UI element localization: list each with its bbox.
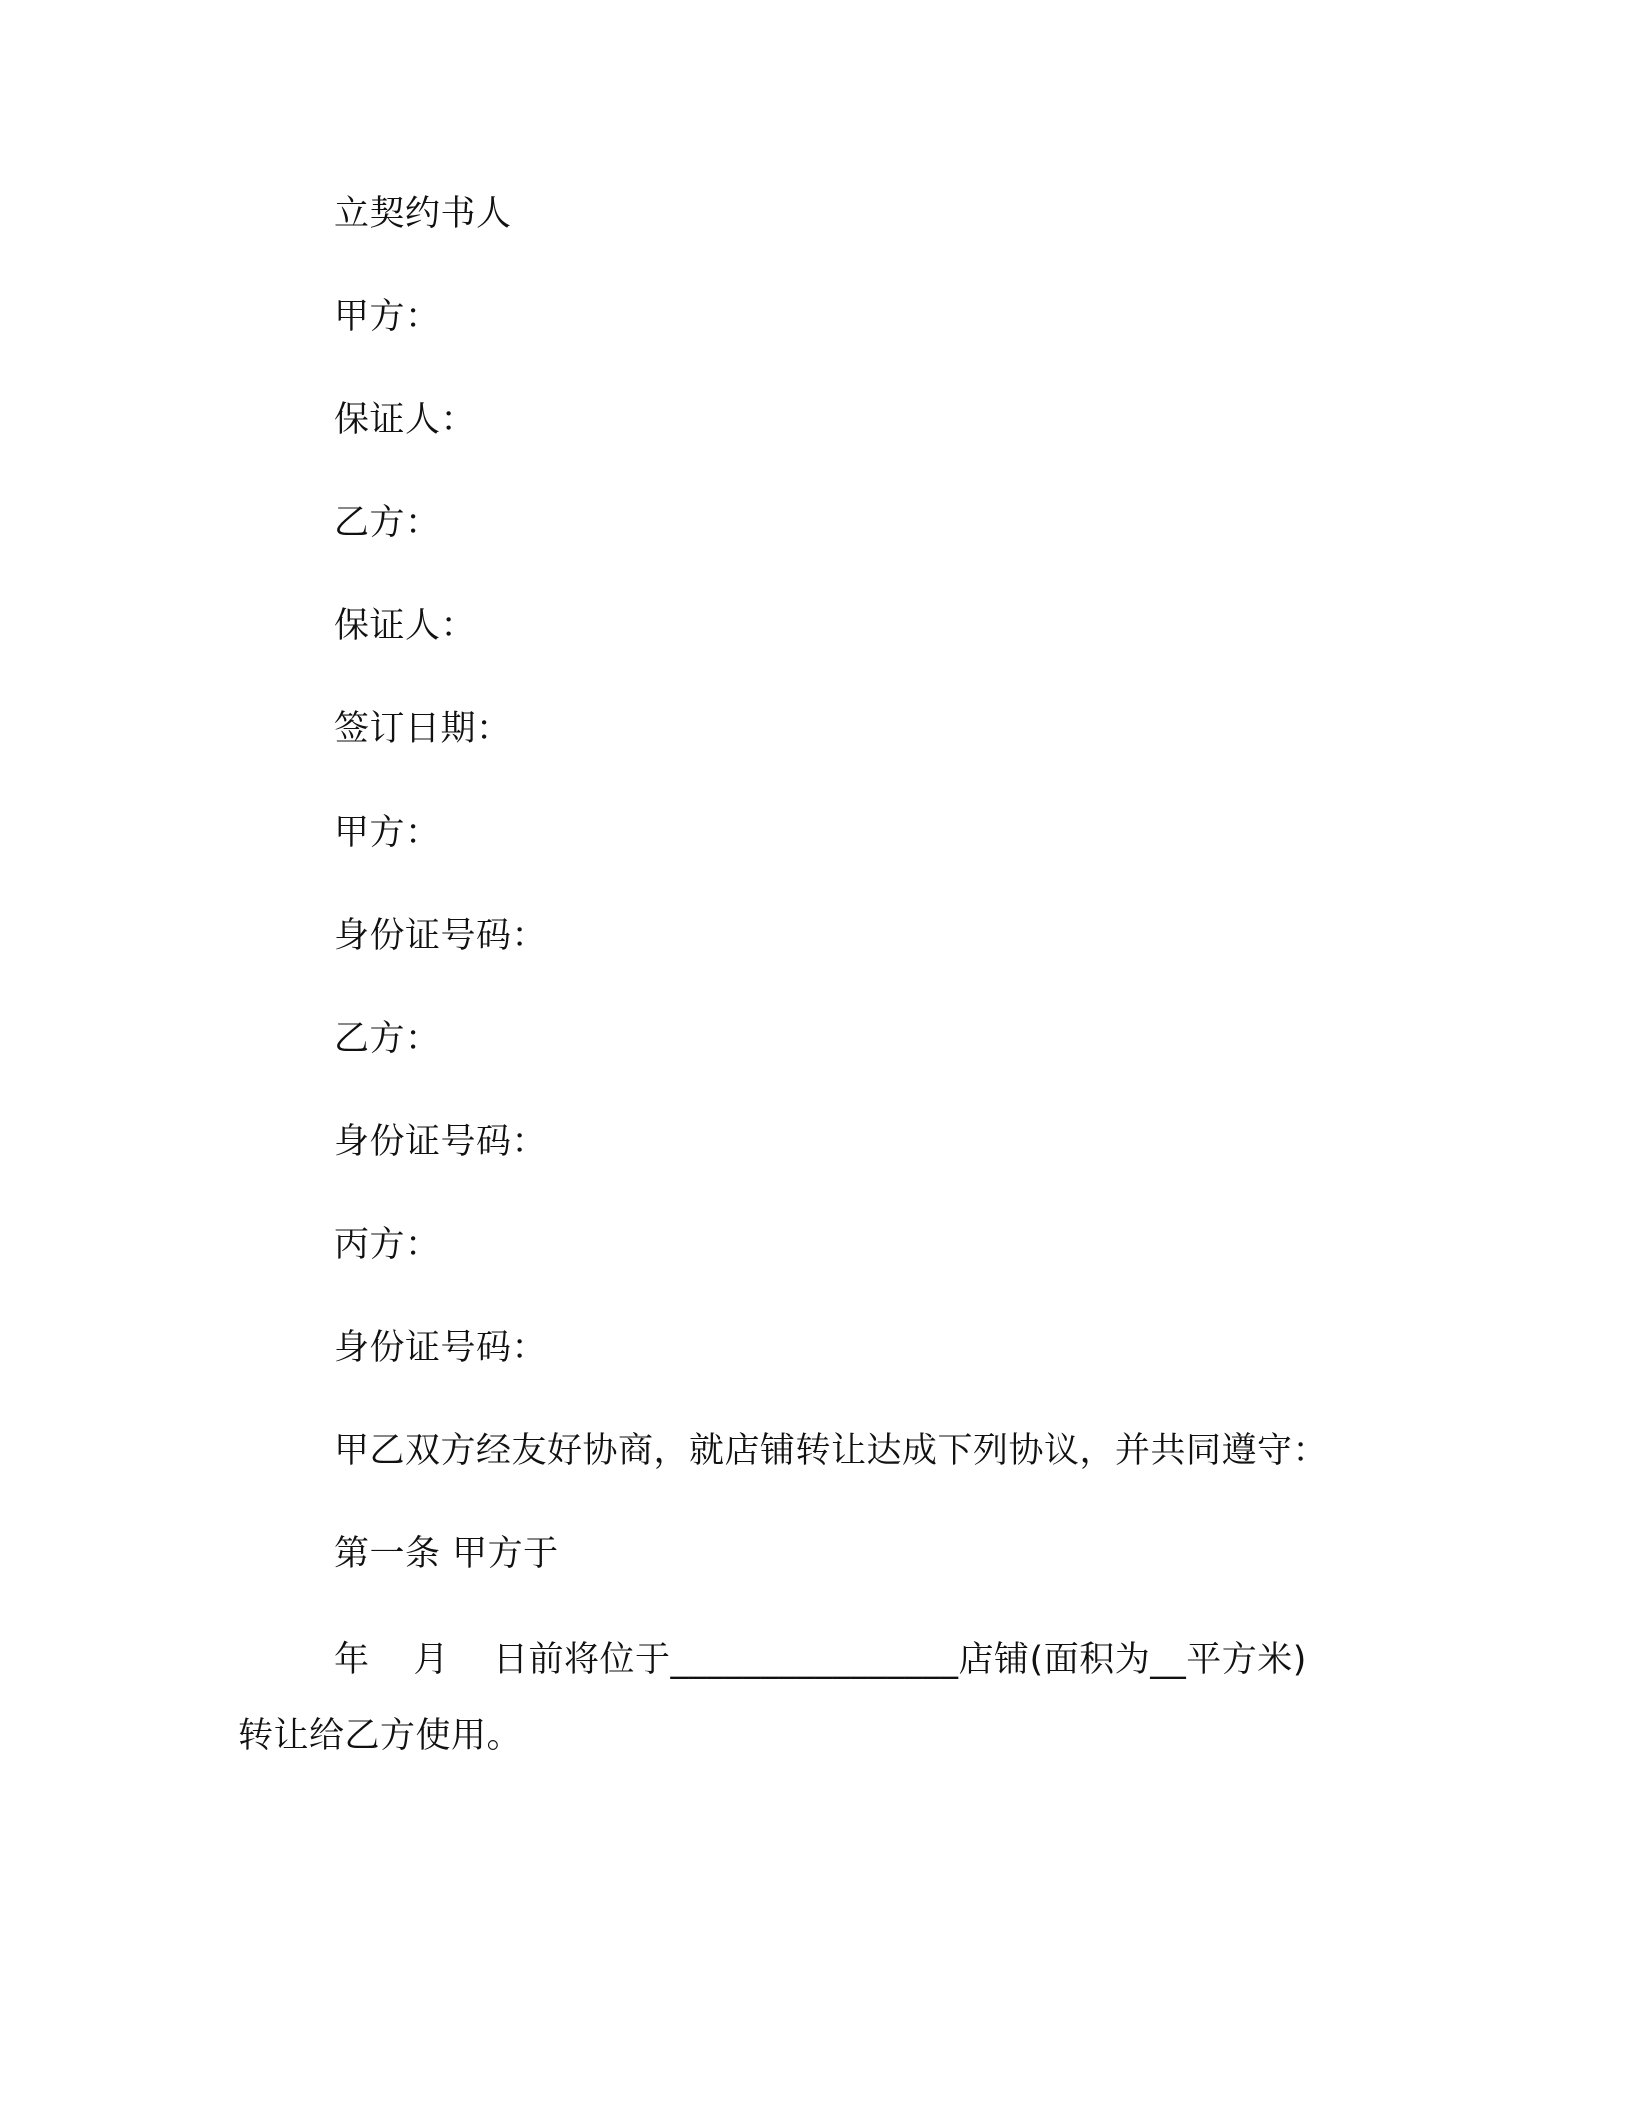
sign-date-label: 签订日期： [334, 709, 512, 749]
location-blank: ________________ [670, 1640, 959, 1680]
guarantor-label: 保证人： [334, 606, 477, 646]
year-label: 年 [334, 1640, 370, 1680]
party-a-label: 甲方： [334, 813, 441, 853]
shop-area-text: 店铺(面积为 [958, 1640, 1151, 1680]
preamble-paragraph: 甲乙双方经友好协商，就店铺转让达成下列协议，并共同遵守： [334, 1431, 1329, 1471]
guarantor-label: 保证人： [334, 400, 477, 440]
id-number-label: 身份证号码： [334, 1122, 548, 1162]
id-number-label: 身份证号码： [334, 916, 548, 956]
day-location-text: 日前将位于 [493, 1640, 671, 1680]
header-line: 立契约书人 [334, 194, 512, 234]
area-blank: __ [1150, 1640, 1187, 1680]
article-heading: 第一条 甲方于 [334, 1534, 559, 1574]
month-label: 月 [413, 1640, 450, 1680]
clause-line [334, 1637, 1307, 1683]
party-b-label: 乙方： [334, 503, 441, 543]
area-unit-text: 平方米) [1186, 1640, 1307, 1680]
id-number-label: 身份证号码： [334, 1328, 548, 1368]
party-c-label: 丙方： [334, 1225, 441, 1265]
clause-continuation: 转让给乙方使用。 [238, 1716, 523, 1756]
party-b-label: 乙方： [334, 1019, 441, 1059]
party-a-label: 甲方： [334, 297, 441, 337]
